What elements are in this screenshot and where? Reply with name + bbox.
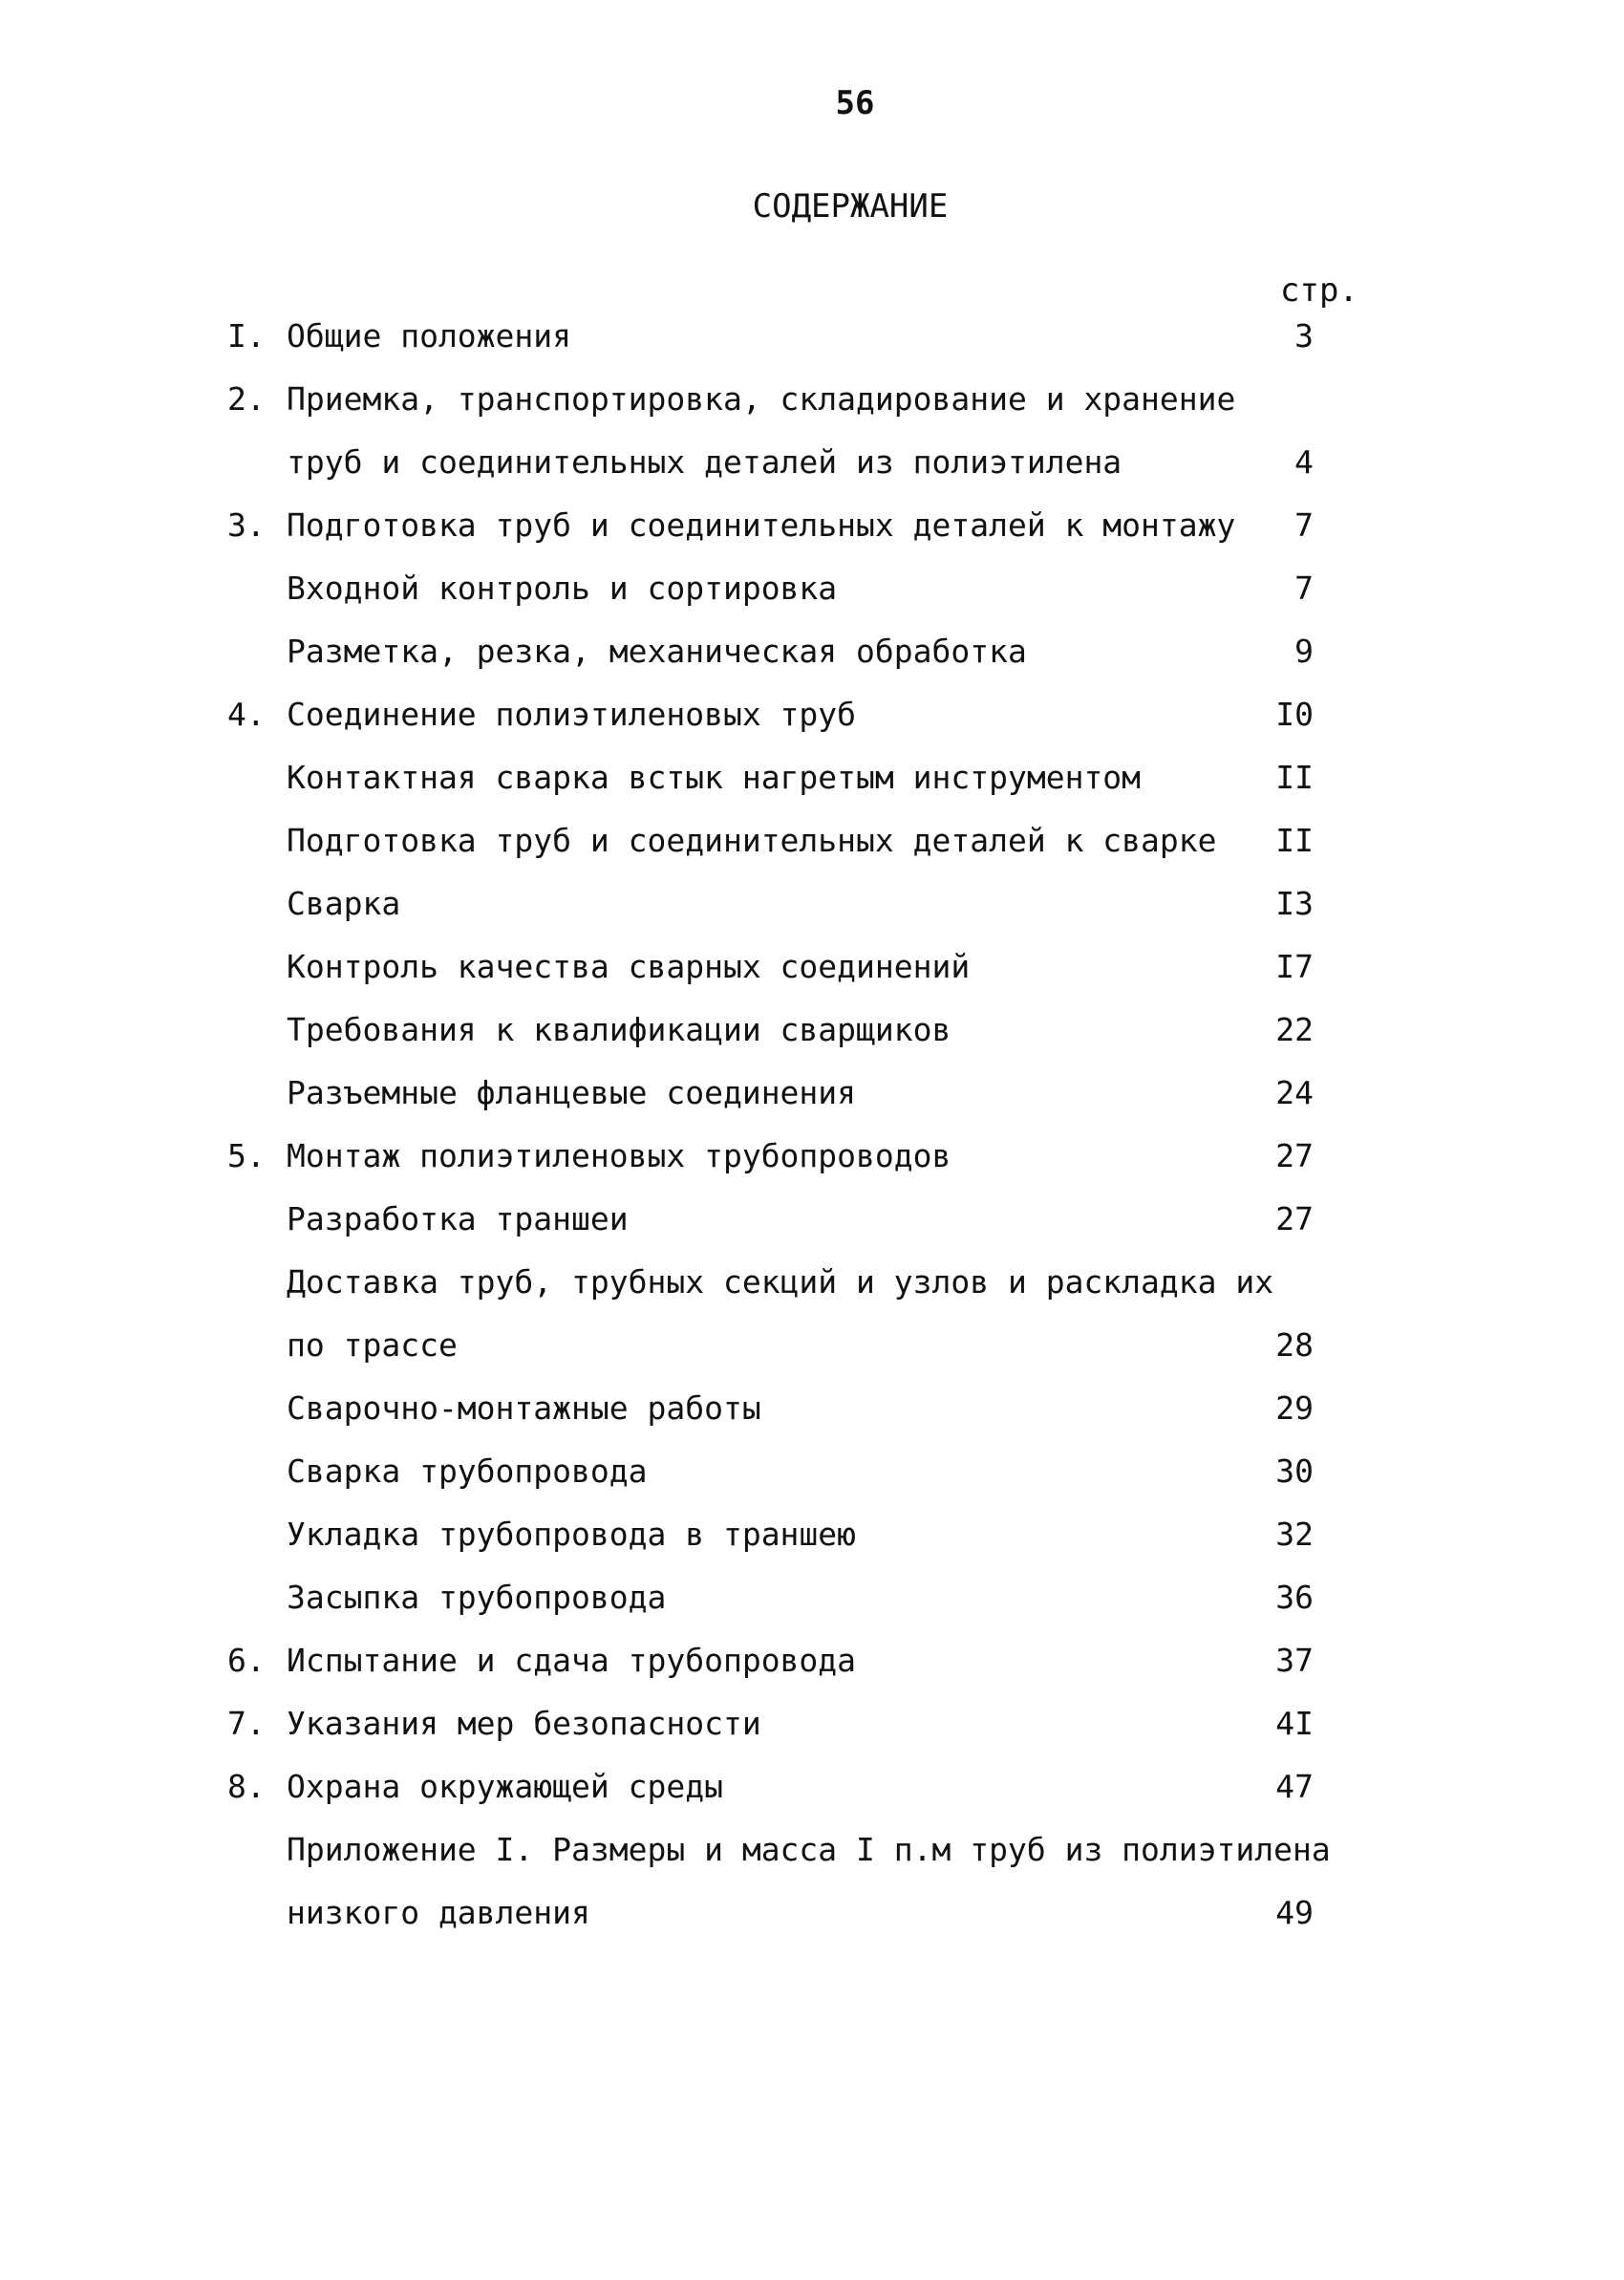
- toc-entry-title: Засыпка трубопровода: [287, 1579, 667, 1616]
- toc-entry-page: 7: [1294, 506, 1314, 544]
- toc-entry-title: Общие положения: [287, 317, 572, 355]
- toc-entry: [0, 1699, 1624, 1762]
- toc-entry-number: I.: [227, 317, 266, 355]
- toc-entry-page: 47: [1275, 1768, 1314, 1805]
- toc-entry: [0, 501, 1624, 564]
- toc-entry-title: Доставка труб, трубных секций и узлов и раскладка их: [287, 1263, 1274, 1301]
- toc-entry-title: Монтаж полиэтиленовых трубопроводов: [287, 1137, 951, 1174]
- toc-entry: [0, 1888, 1624, 1951]
- document-title: СОДЕРЖАНИЕ: [752, 187, 949, 226]
- toc-entry: [0, 564, 1624, 627]
- toc-entry-title: Приложение I. Размеры и масса I п.м труб из полиэтилена: [287, 1831, 1331, 1868]
- toc-entry-page: 4: [1294, 443, 1314, 481]
- toc-entry-number: 6.: [227, 1642, 266, 1679]
- toc-entry: [0, 375, 1624, 438]
- toc-entry-number: 7.: [227, 1705, 266, 1742]
- toc-entry-title: Приемка, транспортировка, складирование и хранение: [287, 380, 1236, 418]
- toc-entry-title: Разработка траншеи: [287, 1200, 629, 1237]
- toc-entry: [0, 1321, 1624, 1384]
- toc-entry-page: 37: [1275, 1642, 1314, 1679]
- toc-entry-title: по трассе: [287, 1326, 458, 1364]
- toc-entry: [0, 753, 1624, 816]
- page-number: 56: [835, 84, 875, 122]
- toc-entry: [0, 879, 1624, 942]
- toc-entry: [0, 942, 1624, 1005]
- toc-entry-page: I3: [1275, 885, 1314, 922]
- toc-entry-title: Контроль качества сварных соединений: [287, 948, 971, 985]
- toc-entry: [0, 1068, 1624, 1131]
- toc-entry-title: Входной контроль и сортировка: [287, 570, 838, 607]
- toc-entry-page: 36: [1275, 1579, 1314, 1616]
- toc-entry-title: Подготовка труб и соединительных деталей к сварке: [287, 822, 1217, 859]
- toc-entry: [0, 438, 1624, 501]
- toc-entry: [0, 1384, 1624, 1447]
- toc-entry-title: Разметка, резка, механическая обработка: [287, 633, 1027, 670]
- toc-entry: [0, 627, 1624, 690]
- toc-entry-title: Указания мер безопасности: [287, 1705, 761, 1742]
- table-of-contents: [0, 312, 1624, 1951]
- toc-entry-page: 28: [1275, 1326, 1314, 1364]
- toc-entry: [0, 1636, 1624, 1699]
- toc-entry-number: 8.: [227, 1768, 266, 1805]
- toc-entry-page: 29: [1275, 1389, 1314, 1427]
- toc-entry: [0, 1825, 1624, 1888]
- toc-entry-title: Разъемные фланцевые соединения: [287, 1074, 857, 1111]
- toc-entry: [0, 1194, 1624, 1258]
- toc-entry-page: 27: [1275, 1200, 1314, 1237]
- toc-entry-page: I0: [1275, 696, 1314, 733]
- toc-entry: [0, 1131, 1624, 1194]
- toc-entry-page: 27: [1275, 1137, 1314, 1174]
- toc-entry-number: 5.: [227, 1137, 266, 1174]
- toc-entry-title: Контактная сварка встык нагретым инструментом: [287, 759, 1142, 796]
- toc-entry-page: II: [1275, 759, 1314, 796]
- toc-entry-page: 22: [1275, 1011, 1314, 1048]
- toc-entry: [0, 312, 1624, 375]
- toc-entry: [0, 1447, 1624, 1510]
- toc-entry: [0, 1258, 1624, 1321]
- toc-entry: [0, 1573, 1624, 1636]
- toc-entry-title: Сварка: [287, 885, 401, 922]
- toc-entry-title: Сварка трубопровода: [287, 1452, 648, 1490]
- toc-entry-title: Подготовка труб и соединительных деталей к монтажу: [287, 506, 1236, 544]
- toc-entry: [0, 1762, 1624, 1825]
- toc-entry-number: 3.: [227, 506, 266, 544]
- toc-entry-page: II: [1275, 822, 1314, 859]
- toc-entry-title: низкого давления: [287, 1894, 590, 1931]
- toc-entry-title: Испытание и сдача трубопровода: [287, 1642, 857, 1679]
- toc-entry-number: 4.: [227, 696, 266, 733]
- toc-entry-page: 24: [1275, 1074, 1314, 1111]
- toc-entry: [0, 1005, 1624, 1068]
- toc-entry: [0, 690, 1624, 753]
- toc-entry-title: труб и соединительных деталей из полиэтилена: [287, 443, 1122, 481]
- toc-entry-title: Требования к квалификации сварщиков: [287, 1011, 951, 1048]
- toc-entry: [0, 1510, 1624, 1573]
- toc-entry-page: 3: [1294, 317, 1314, 355]
- toc-entry-page: I7: [1275, 948, 1314, 985]
- toc-entry-page: 49: [1275, 1894, 1314, 1931]
- toc-entry: [0, 816, 1624, 879]
- toc-entry-title: Соединение полиэтиленовых труб: [287, 696, 857, 733]
- toc-entry-title: Укладка трубопровода в траншею: [287, 1516, 857, 1553]
- toc-entry-page: 32: [1275, 1516, 1314, 1553]
- page-column-label: стр.: [1280, 271, 1358, 310]
- toc-entry-page: 9: [1294, 633, 1314, 670]
- toc-entry-number: 2.: [227, 380, 266, 418]
- toc-entry-title: Охрана окружающей среды: [287, 1768, 723, 1805]
- toc-entry-title: Сварочно-монтажные работы: [287, 1389, 761, 1427]
- toc-entry-page: 7: [1294, 570, 1314, 607]
- toc-entry-page: 4I: [1275, 1705, 1314, 1742]
- toc-entry-page: 30: [1275, 1452, 1314, 1490]
